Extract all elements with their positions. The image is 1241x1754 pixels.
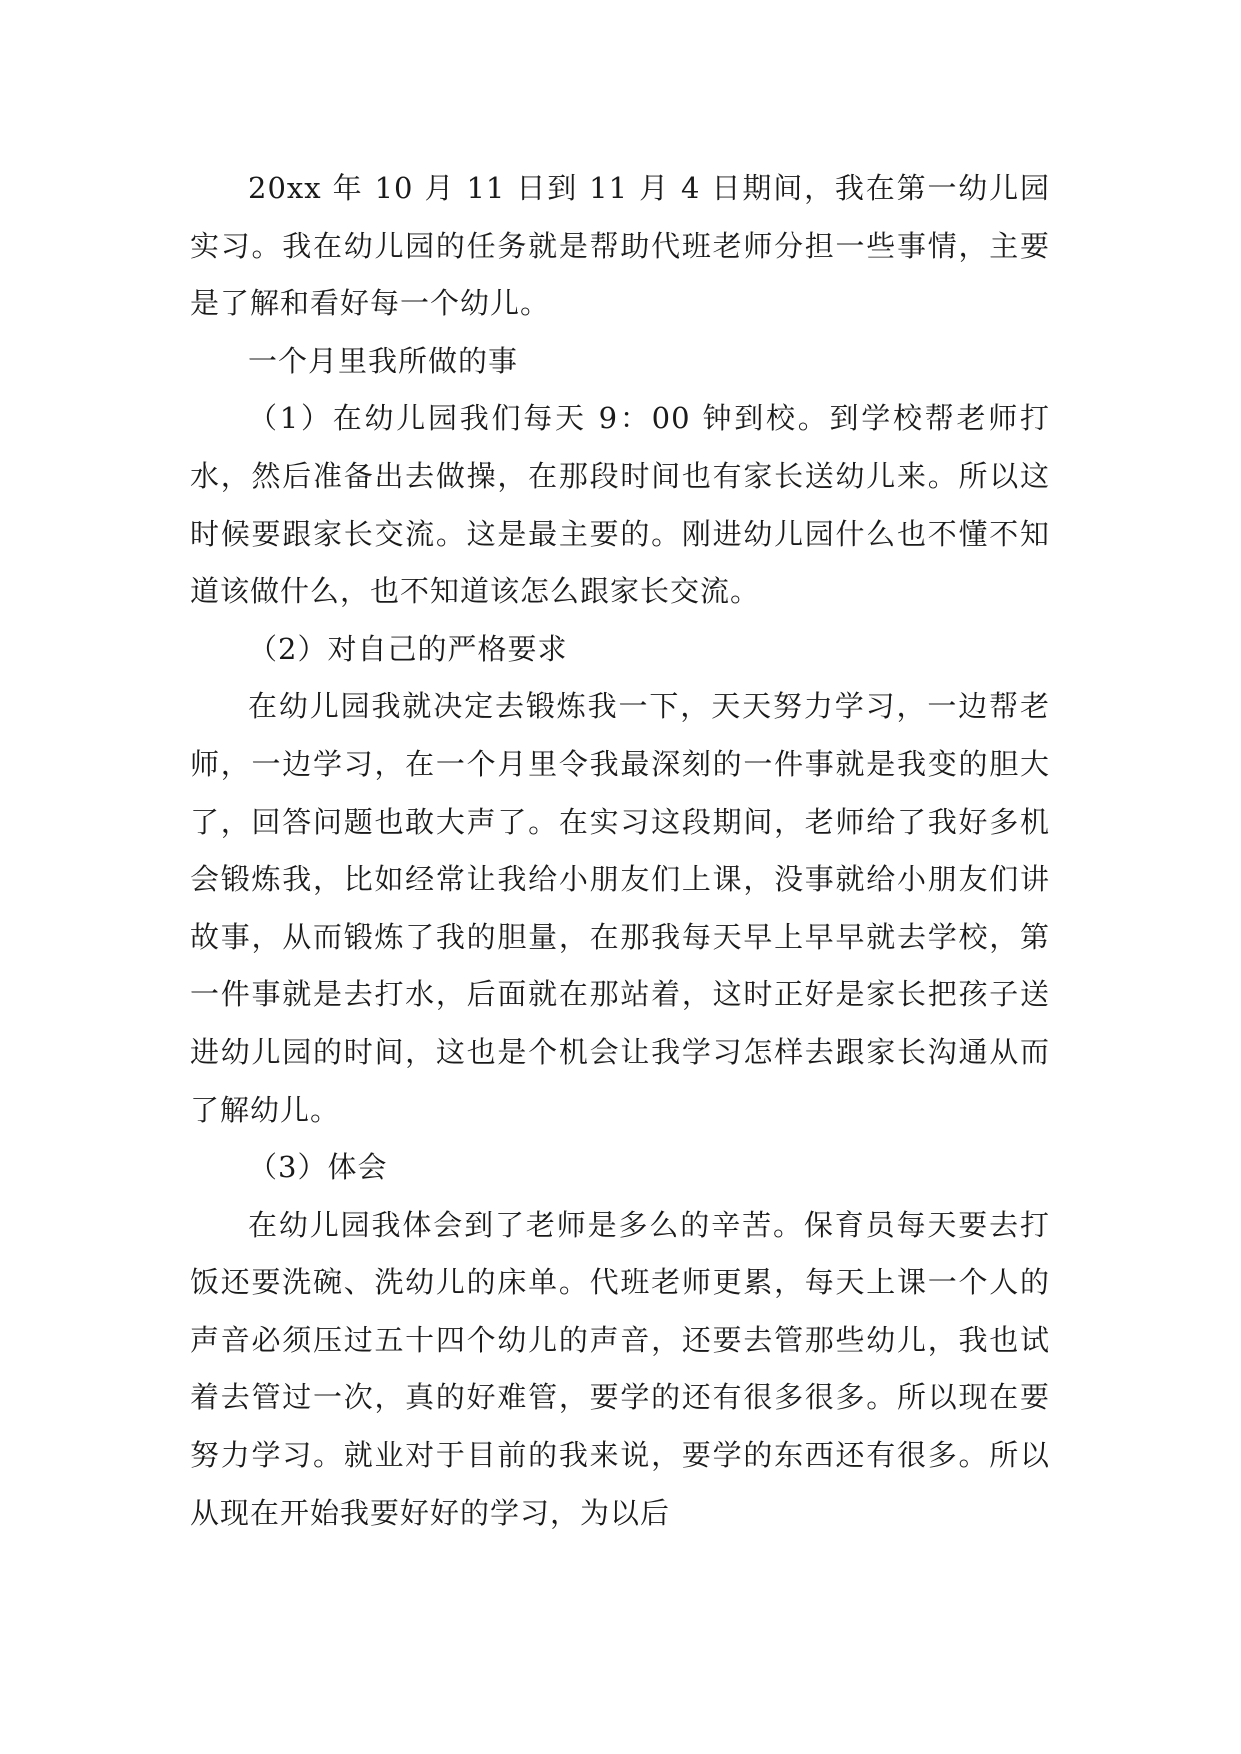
section-heading-monthly-work: 一个月里我所做的事 xyxy=(248,343,519,378)
paragraph-self-improvement: 在幼儿园我就决定去锻炼我一下，天天努力学习，一边帮老师，一边学习，在一个月里令我最深刻的一件事就是我变的胆大了，回答问题也敢大声了。在实习这段期间，老师给了我好多机会锻炼我，比如经常让我给小朋友们上课，没事就给小朋友们讲故事，从而锻炼了我的胆量，在那我每天早上早早就去学校，第一件事就是去打水，后面就在那站着，这时正好是家长把孩子送进幼儿园的时间，这也是个机会让我学习怎样去跟家长沟通从而了解幼儿。 xyxy=(190,689,1050,1127)
paragraph-intro: 20xx 年 10 月 11 日到 11 月 4 日期间，我在第一幼儿园实习。我在幼儿园的任务就是帮助代班老师分担一些事情，主要是了解和看好每一个幼儿。 xyxy=(190,171,1050,321)
document-body xyxy=(190,160,1050,1542)
section-heading-strict-requirements: （2）对自己的严格要求 xyxy=(248,631,568,666)
paragraph-reflection: 在幼儿园我体会到了老师是多么的辛苦。保育员每天要去打饭还要洗碗、洗幼儿的床单。代班老师更累，每天上课一个人的声音必须压过五十四个幼儿的声音，还要去管那些幼儿，我也试着去管过一次，真的好难管，要学的还有很多很多。所以现在要努力学习。就业对于目前的我来说，要学的东西还有很多。所以从现在开始我要好好的学习，为以后 xyxy=(190,1207,1050,1530)
section-heading-reflection: （3）体会 xyxy=(248,1150,388,1185)
paragraph-item-1: （1）在幼儿园我们每天 9：00 钟到校。到学校帮老师打水，然后准备出去做操，在那段时间也有家长送幼儿来。所以这时候要跟家长交流。这是最主要的。刚进幼儿园什么也不懂不知道该做什么，也不知道该怎么跟家长交流。 xyxy=(190,401,1050,609)
